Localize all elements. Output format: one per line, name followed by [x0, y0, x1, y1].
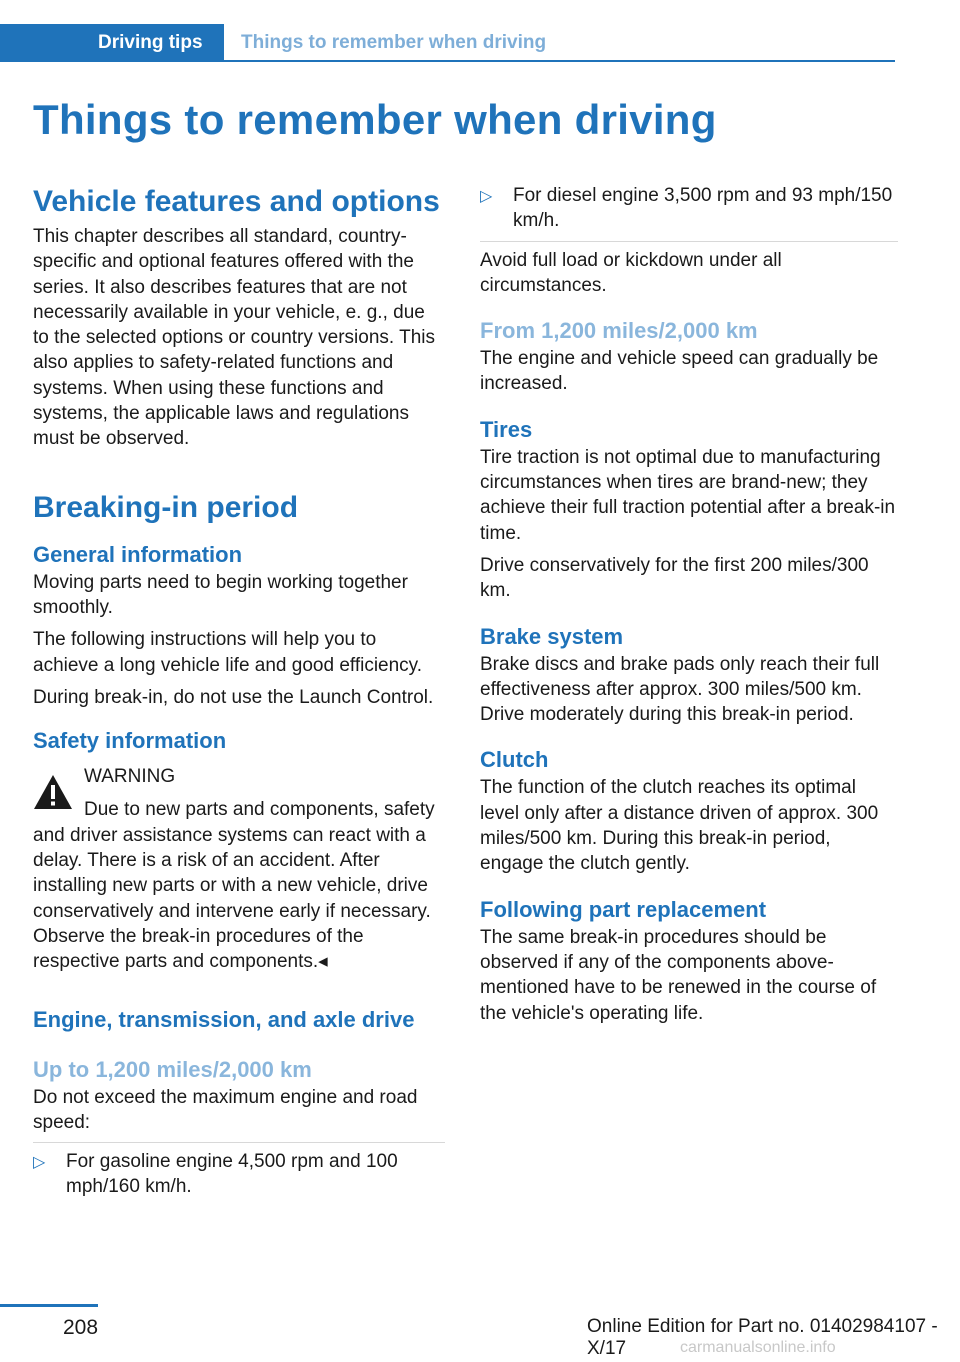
warning-title: WARNING	[84, 766, 176, 788]
paragraph-general-2: The following instructions will help you to achieve a long vehicle life and good efficiency.	[33, 629, 423, 676]
heading-breaking-in: Breaking-in period	[33, 490, 299, 524]
heading-from: From 1,200 miles/2,000 km	[480, 318, 758, 344]
chapter-tab[interactable]: Driving tips	[0, 24, 224, 62]
header-rule	[224, 60, 895, 62]
triangle-right-icon: ▷	[33, 1154, 46, 1172]
paragraph-up-to: Do not exceed the maximum engine and road speed:	[33, 1086, 418, 1133]
warning-triangle-icon	[33, 774, 73, 810]
heading-engine-transmission: Engine, transmission, and axle drive	[33, 1006, 415, 1032]
heading-brake-system: Brake system	[480, 623, 624, 649]
footer-rule	[0, 1304, 98, 1307]
heading-vehicle-features: Vehicle features and options	[33, 185, 440, 218]
right-column	[480, 183, 898, 1033]
paragraph-general-3: During break-in, do not use the Launch Control.	[33, 686, 434, 708]
warning-body	[33, 797, 445, 974]
paragraph-brake: Brake discs and brake pads only reach their full effectiveness after approx. 300 miles/500 km. Drive moderately during this break-in period.	[480, 653, 880, 726]
page-number: 208	[63, 1316, 99, 1339]
heading-clutch: Clutch	[480, 747, 549, 773]
bullet-text: For gasoline engine 4,500 rpm and 100 mph/160 km/h.	[66, 1151, 398, 1198]
left-column	[33, 183, 445, 1207]
paragraph-vehicle-features: This chapter describes all standard, country-specific and optional features offered with the series. It also describes features that are not necessarily available in your vehicle, e. g., due to the selected options or country versions. This also applies to safety-related functions and systems. When using these functions and systems, the applicable laws and regulations must be observed.	[33, 226, 436, 450]
heading-general-information: General information	[33, 541, 243, 567]
page-header	[0, 24, 895, 62]
warning-box	[33, 764, 445, 974]
warning-text: Due to new parts and components, safety and driver assistance systems can react with a delay. There is a risk of an accident. After installing new parts or with a new vehicle, drive conservatively and intervene early if necessary. Observe the break-in procedures of the respective parts and components.◂	[33, 799, 435, 973]
paragraph-avoid: Avoid full load or kickdown under all circumstances.	[480, 249, 782, 296]
paragraph-following: The same break-in procedures should be observed if any of the components above-mentioned have to be renewed in the course of the vehicle's operating life.	[480, 926, 877, 1024]
paragraph-clutch: The function of the clutch reaches its optimal level only after a distance driven of approx. 300 miles/500 km. During this break-in period, engage the clutch gently.	[480, 777, 879, 875]
heading-safety-information: Safety information	[33, 728, 227, 754]
edition-text: Online Edition for Part no. 01402984107 - X/17	[587, 1316, 938, 1359]
paragraph-tires-1: Tire traction is not optimal due to manufacturing circumstances when tires are brand-new; they achieve their full traction potential after a break-in time.	[480, 446, 896, 544]
list-item-diesel	[480, 183, 898, 234]
paragraph-general-1: Moving parts need to begin working together smoothly.	[33, 571, 408, 618]
heading-tires: Tires	[480, 416, 533, 442]
watermark: carmanualsonline.info	[680, 1339, 836, 1356]
list-item-gasoline	[33, 1149, 445, 1200]
heading-up-to: Up to 1,200 miles/2,000 km	[33, 1056, 312, 1082]
bullet-text: For diesel engine 3,500 rpm and 93 mph/150 km/h.	[513, 185, 893, 232]
bullet-divider	[33, 1142, 445, 1143]
triangle-right-icon: ▷	[480, 188, 493, 205]
section-breadcrumb[interactable]: Things to remember when driving	[241, 32, 547, 53]
heading-following: Following part replacement	[480, 896, 767, 922]
bullet-divider	[480, 241, 898, 242]
page-title: Things to remember when driving	[33, 96, 717, 143]
paragraph-tires-2: Drive conservatively for the first 200 miles/300 km.	[480, 554, 869, 602]
paragraph-from: The engine and vehicle speed can gradually be increased.	[480, 348, 879, 395]
